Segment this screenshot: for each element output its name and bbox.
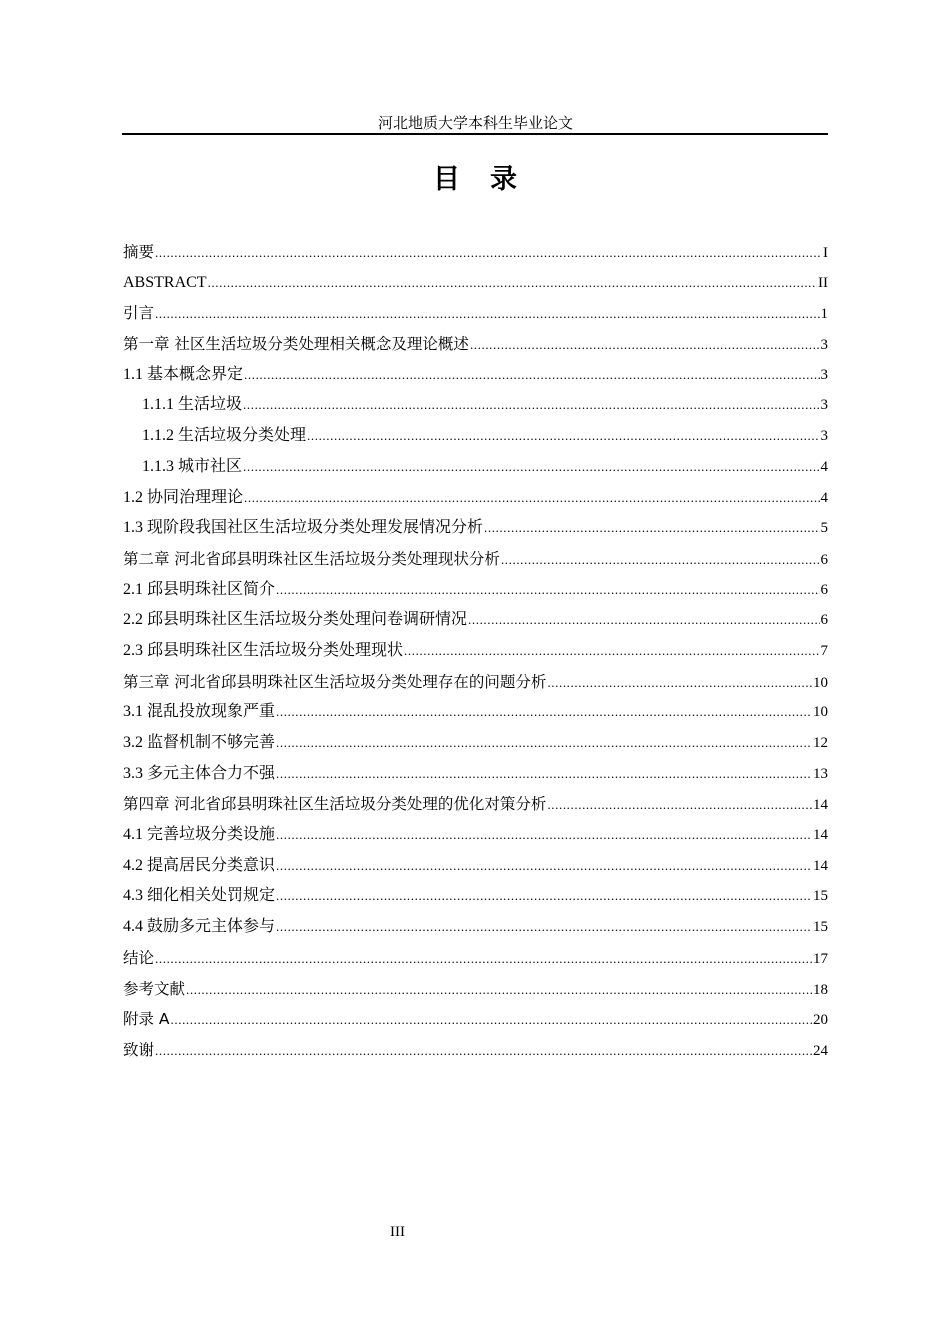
toc-entry[interactable]	[123, 298, 828, 329]
toc-entry[interactable]	[123, 1004, 828, 1035]
toc-entry-page: 14	[813, 827, 828, 844]
toc-entry-page: 4	[820, 489, 828, 506]
page-number: III	[390, 1224, 405, 1240]
toc-entry-label: 结论	[123, 948, 155, 967]
table-of-contents	[123, 237, 828, 1066]
toc-dot-leader	[276, 728, 812, 759]
toc-dot-leader	[186, 975, 812, 1005]
toc-entry-page: 5	[820, 520, 828, 537]
toc-entry[interactable]	[123, 667, 828, 698]
toc-entry-label: 第一章 社区生活垃圾分类处理相关概念及理论概述	[123, 335, 469, 354]
toc-entry-label: 2.3 邱县明珠社区生活垃圾分类处理现状	[123, 641, 404, 659]
toc-entry[interactable]	[123, 728, 828, 759]
toc-entry-label: 4.2 提高居民分类意识	[123, 856, 276, 874]
toc-dot-leader	[547, 790, 812, 820]
toc-entry-page: 20	[813, 1012, 828, 1029]
toc-dot-leader	[243, 452, 819, 483]
toc-entry-label: 1.1 基本概念界定	[123, 365, 244, 383]
toc-entry[interactable]	[123, 237, 828, 268]
toc-entry-page: 15	[813, 919, 828, 936]
toc-dot-leader	[244, 360, 819, 391]
toc-entry-label: 1.1.1 生活垃圾	[142, 396, 243, 414]
toc-entry[interactable]	[123, 636, 828, 667]
toc-entry[interactable]	[123, 820, 828, 851]
toc-dot-leader	[276, 820, 812, 851]
toc-dot-leader	[155, 238, 822, 268]
toc-entry-label: 3.1 混乱投放现象严重	[123, 703, 276, 721]
toc-entry-label: 3.2 监督机制不够完善	[123, 734, 276, 751]
toc-entry[interactable]	[123, 912, 828, 943]
toc-entry-label: 2.2 邱县明珠社区生活垃圾分类处理问卷调研情况	[123, 611, 468, 629]
toc-entry-page: 4	[820, 458, 828, 475]
toc-entry[interactable]	[123, 452, 828, 483]
toc-entry-label: 引言	[123, 304, 155, 323]
toc-entry-page: 24	[813, 1042, 828, 1059]
toc-entry[interactable]	[123, 329, 828, 360]
toc-entry[interactable]	[123, 360, 828, 391]
toc-entry[interactable]	[123, 974, 828, 1005]
toc-entry-page: 1	[820, 306, 828, 323]
toc-entry-page: 3	[820, 366, 828, 383]
toc-entry-page: II	[818, 274, 828, 291]
toc-dot-leader	[307, 421, 819, 452]
toc-entry-page: 12	[813, 735, 828, 751]
toc-entry-page: 13	[813, 765, 828, 782]
toc-dot-leader	[244, 483, 819, 514]
toc-entry[interactable]	[123, 881, 828, 912]
toc-dot-leader	[243, 390, 819, 421]
toc-entry-page: 3	[820, 337, 828, 354]
header-rule	[122, 133, 828, 135]
page-title: 目录	[433, 164, 547, 195]
toc-entry[interactable]	[123, 390, 828, 421]
toc-entry-page: 3	[820, 397, 828, 414]
toc-dot-leader	[276, 759, 812, 790]
toc-dot-leader	[155, 299, 819, 329]
toc-entry-label: 第三章 河北省邱县明珠社区生活垃圾分类处理存在的问题分析	[123, 672, 547, 691]
toc-dot-leader	[171, 1005, 812, 1035]
toc-entry[interactable]	[123, 483, 828, 514]
toc-entry[interactable]	[123, 851, 828, 882]
toc-dot-leader	[155, 944, 812, 974]
toc-entry-page: 10	[813, 704, 828, 721]
toc-dot-leader	[468, 605, 819, 636]
toc-entry[interactable]	[123, 1035, 828, 1066]
toc-entry-label: 1.1.3 城市社区	[142, 457, 243, 475]
toc-entry-label: 1.2 协同治理理论	[123, 488, 244, 506]
toc-entry-page: 6	[820, 551, 828, 568]
toc-entry-page: 6	[820, 612, 828, 629]
toc-entry-page: 6	[820, 581, 828, 598]
toc-entry-page: 14	[813, 797, 828, 814]
toc-entry-label: 参考文献	[123, 979, 186, 998]
toc-entry-label: ABSTRACT	[123, 273, 207, 291]
toc-entry-label: 4.3 细化相关处罚规定	[123, 887, 276, 905]
toc-entry-page: 17	[813, 950, 828, 967]
toc-dot-leader	[484, 513, 819, 544]
toc-entry-label: 附录 A	[123, 1010, 170, 1029]
toc-entry-page: 7	[820, 642, 828, 659]
toc-dot-leader	[470, 330, 820, 360]
toc-entry[interactable]	[123, 697, 828, 728]
toc-entry-page: I	[823, 245, 828, 261]
toc-dot-leader	[547, 668, 812, 698]
toc-dot-leader	[276, 851, 812, 882]
toc-dot-leader	[501, 545, 820, 575]
toc-dot-leader	[208, 268, 817, 299]
toc-entry[interactable]	[123, 943, 828, 974]
toc-entry-label: 第四章 河北省邱县明珠社区生活垃圾分类处理的优化对策分析	[123, 795, 547, 814]
toc-entry[interactable]	[123, 759, 828, 790]
toc-dot-leader	[276, 575, 819, 606]
toc-entry-label: 4.4 鼓励多元主体参与	[123, 918, 276, 936]
toc-entry-label: 摘要	[123, 243, 155, 261]
toc-entry-page: 18	[813, 981, 828, 998]
toc-entry[interactable]	[123, 605, 828, 636]
toc-entry-page: 3	[820, 428, 828, 445]
toc-entry-label: 1.1.2 生活垃圾分类处理	[142, 427, 307, 445]
toc-entry[interactable]	[123, 513, 828, 544]
toc-dot-leader	[155, 1036, 812, 1066]
running-header: 河北地质大学本科生毕业论文	[377, 116, 573, 132]
toc-entry-page: 15	[813, 888, 828, 905]
toc-entry-label: 2.1 邱县明珠社区简介	[123, 580, 276, 598]
toc-dot-leader	[276, 697, 812, 728]
toc-entry-page: 14	[813, 857, 828, 874]
toc-entry-label: 1.3 现阶段我国社区生活垃圾分类处理发展情况分析	[123, 519, 484, 537]
toc-entry[interactable]	[123, 789, 828, 820]
toc-entry-page: 10	[813, 674, 828, 691]
toc-entry[interactable]	[123, 268, 828, 299]
toc-entry-label: 致谢	[123, 1040, 155, 1059]
toc-dot-leader	[404, 636, 819, 667]
toc-entry-label: 4.1 完善垃圾分类设施	[123, 826, 276, 844]
toc-entry[interactable]	[123, 544, 828, 575]
toc-entry[interactable]	[123, 421, 828, 452]
toc-entry-label: 第二章 河北省邱县明珠社区生活垃圾分类处理现状分析	[123, 549, 500, 568]
toc-entry-label: 3.3 多元主体合力不强	[123, 764, 276, 782]
toc-dot-leader	[276, 912, 812, 943]
toc-entry[interactable]	[123, 575, 828, 606]
toc-dot-leader	[276, 881, 812, 912]
